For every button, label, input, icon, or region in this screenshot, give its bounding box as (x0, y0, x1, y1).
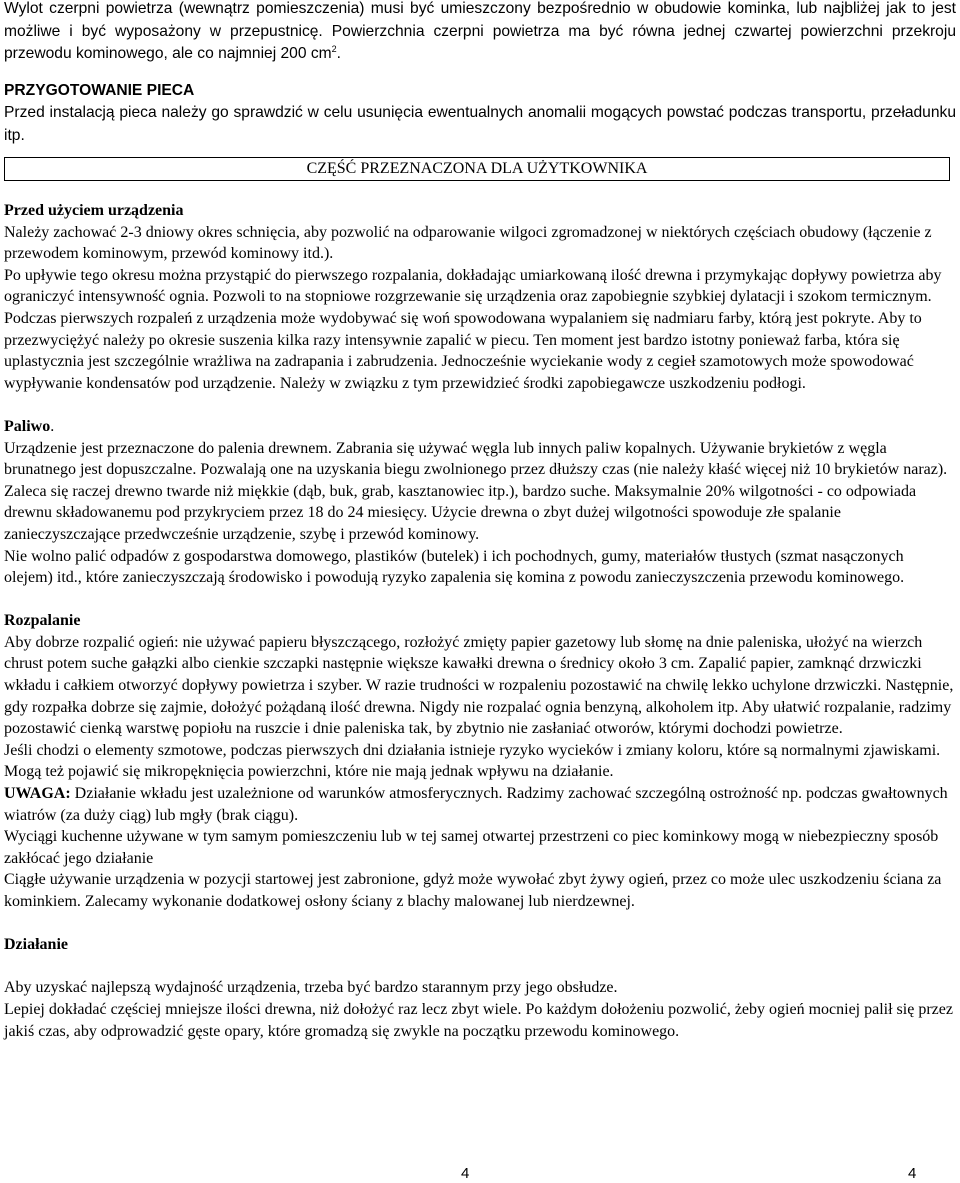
before-use-heading: Przed użyciem urządzenia (4, 202, 184, 219)
note-label: UWAGA: (4, 785, 71, 803)
operation-p2: Lepiej dokładać częściej mniejsze ilości drewna, niż dołożyć raz lecz zbyt wiele. Po każdym dołożeniu pozwolić, żeby ogień mocniej palił się przez jakiś czas, aby odprowadzić gęste opary, które gromadzą się zwykle na początku przewodu kominowego. (4, 1000, 953, 1040)
lighting-note (4, 783, 956, 826)
fuel-heading-dot: . (50, 417, 55, 435)
document-page (4, 0, 956, 1042)
page-number-right: 4 (908, 1165, 917, 1182)
lighting-p1: Aby dobrze rozpalić ogień: nie używać papieru błyszczącego, rozłożyć zmięty papier gazetowy lub słomę na dnie paleniska, ułożyć na wierzch chrust potem suche gałązki albo cienkie szczapki następnie większe kawałki drewna o średnicy około 3 cm. Zapalić papier, zamknąć drzwiczki wkładu i całkiem otworzyć dopływy powietrza i szyber. W razie trudności w rozpaleniu pozostawić na chwilę lekko uchylone drzwiczki. Następnie, gdy rozpałka dobrze się zajmie, dołożyć pożądaną ilość drewna. Nigdy nie rozpalać ognia benzyną, alkoholem itp. Aby ułatwić rozpalanie, radzimy pozostawić cienką warstwę popiołu na ruszcie i dnie paleniska tak, by zbytnio nie zasłaniać otworów, którymi dochodzi powietrze. (4, 633, 954, 738)
lighting-p4: Ciągłe używanie urządzenia w pozycji startowej jest zabronione, gdyż może wywołać zbyt żywy ogień, przez co może ulec uszkodzeniu ściana za kominkiem. Zalecamy wykonanie dodatkowej osłony ściany z blachy malowanej lub nierdzewnej. (4, 871, 942, 910)
intro-end: . (336, 45, 342, 62)
prep-heading: PRZYGOTOWANIE PIECA (4, 81, 195, 99)
lighting-heading: Rozpalanie (4, 612, 81, 630)
operation-p1: Aby uzyskać najlepszą wydajność urządzenia, trzeba być bardzo starannym przy jego obsłudze. (4, 979, 618, 997)
prep-text: Przed instalacją pieca należy go sprawdzić w celu usunięcia ewentualnych anomalii mogących powstać podczas transportu, przeładunku itp. (4, 104, 956, 144)
intro-paragraph (4, 0, 956, 66)
fuel-heading-label: Paliwo (4, 417, 51, 435)
user-section-title: CZĘŚĆ PRZEZNACZONA DLA UŻYTKOWNIKA (4, 157, 950, 181)
note-text: Działanie wkładu jest uzależnione od warunków atmosferycznych. Radzimy zachować szczególną ostrożność np. podczas gwałtownych wiatrów (za duży ciąg) lub mgły (brak ciągu). (4, 785, 948, 824)
before-use-p1: Należy zachować 2-3 dniowy okres schnięcia, aby pozwolić na odparowanie wilgoci zgromadzonej w niektórych częściach obudowy (łączenie z przewodem kominowym, przewód kominowy itd.). (4, 223, 932, 263)
page-number-left: 4 (461, 1165, 470, 1182)
lighting-p3: Wyciągi kuchenne używane w tym samym pomieszczeniu lub w tej samej otwartej przestrzeni co piec kominkowy mogą w niebezpieczny sposób zakłócać jego działanie (4, 828, 939, 867)
operation-heading: Działanie (4, 936, 68, 954)
before-use-p3: Podczas pierwszych rozpaleń z urządzenia może wydobywać się woń spowodowana wypalaniem się nadmiaru farby, którą jest pokryte. Aby to przezwyciężyć należy po okresie suszenia kilka razy intensywnie zapalić w piecu. Ten moment jest bardzo istotny ponieważ farba, która się uplastycznia jest szczególnie wrażliwa na zadrapania i zabrudzenia. Jednocześnie wyciekanie wody z cegieł szamotowych może spowodować wypływanie kondensatów pod urządzenie. Należy w związku z tym przewidzieć środki zapobiegawcze uszkodzeniu podłogi. (4, 309, 922, 392)
lighting-p2: Jeśli chodzi o elementy szmotowe, podczas pierwszych dni działania istnieje ryzyko wycieków i zmiany koloru, które są normalnymi zjawiskami. Mogą też pojawić się mikropęknięcia powierzchni, które nie mają jednak wpływu na działanie. (4, 741, 941, 781)
before-use-p2: Po upływie tego okresu można przystąpić do pierwszego rozpalania, dokładając umiarkowaną ilość drewna i przymykając dopływy powietrza aby ograniczyć intensywność ognia. Pozwoli to na stopniowe rozgrzewanie się urządzenia oraz zapobiegnie szybkiej dylatacji i szokom termicznym. (4, 266, 942, 306)
fuel-p1: Urządzenie jest przeznaczone do palenia drewnem. Zabrania się używać węgla lub innych paliw kopalnych. Używanie brykietów z węgla brunatnego jest dopuszczalne. Pozwalają one na uzyskania biegu zwolnionego przez dłuższy czas (nie należy kłaść więcej niż 10 brykietów naraz). Zaleca się raczej drewno twarde niż miękkie (dąb, buk, grab, kasztanowiec itp.), bardzo suche. Maksymalnie 20% wilgotności - co odpowiada drewnu składowanemu pod przykryciem przez 18 do 24 miesięcy. Użycie drewna o zbyt dużej wilgotności spowoduje złe spalanie zanieczyszczające przedwcześnie urządzenie, szybę i przewód kominowy. (4, 439, 948, 543)
fuel-heading (4, 416, 956, 438)
intro-superscript: 2 (331, 43, 337, 54)
intro-text: Wylot czerpni powietrza (wewnątrz pomieszczenia) musi być umieszczony bezpośrednio w obudowie kominka, lub najbliżej jak to jest możliwe i być wyposażony w przepustnicę. Powierzchnia czerpni powietrza ma być równa jednej czwartej powierzchni przekroju przewodu kominowego, ale co najmniej 200 cm (4, 0, 956, 62)
fuel-p2: Nie wolno palić odpadów z gospodarstwa domowego, plastików (butelek) i ich pochodnych, gumy, materiałów tłustych (szmat nasączonych olejem) itd., które zanieczyszczają środowisko i powodują ryzyko zapalenia się komina z powodu zanieczyszczenia przewodu kominowego. (4, 547, 905, 587)
